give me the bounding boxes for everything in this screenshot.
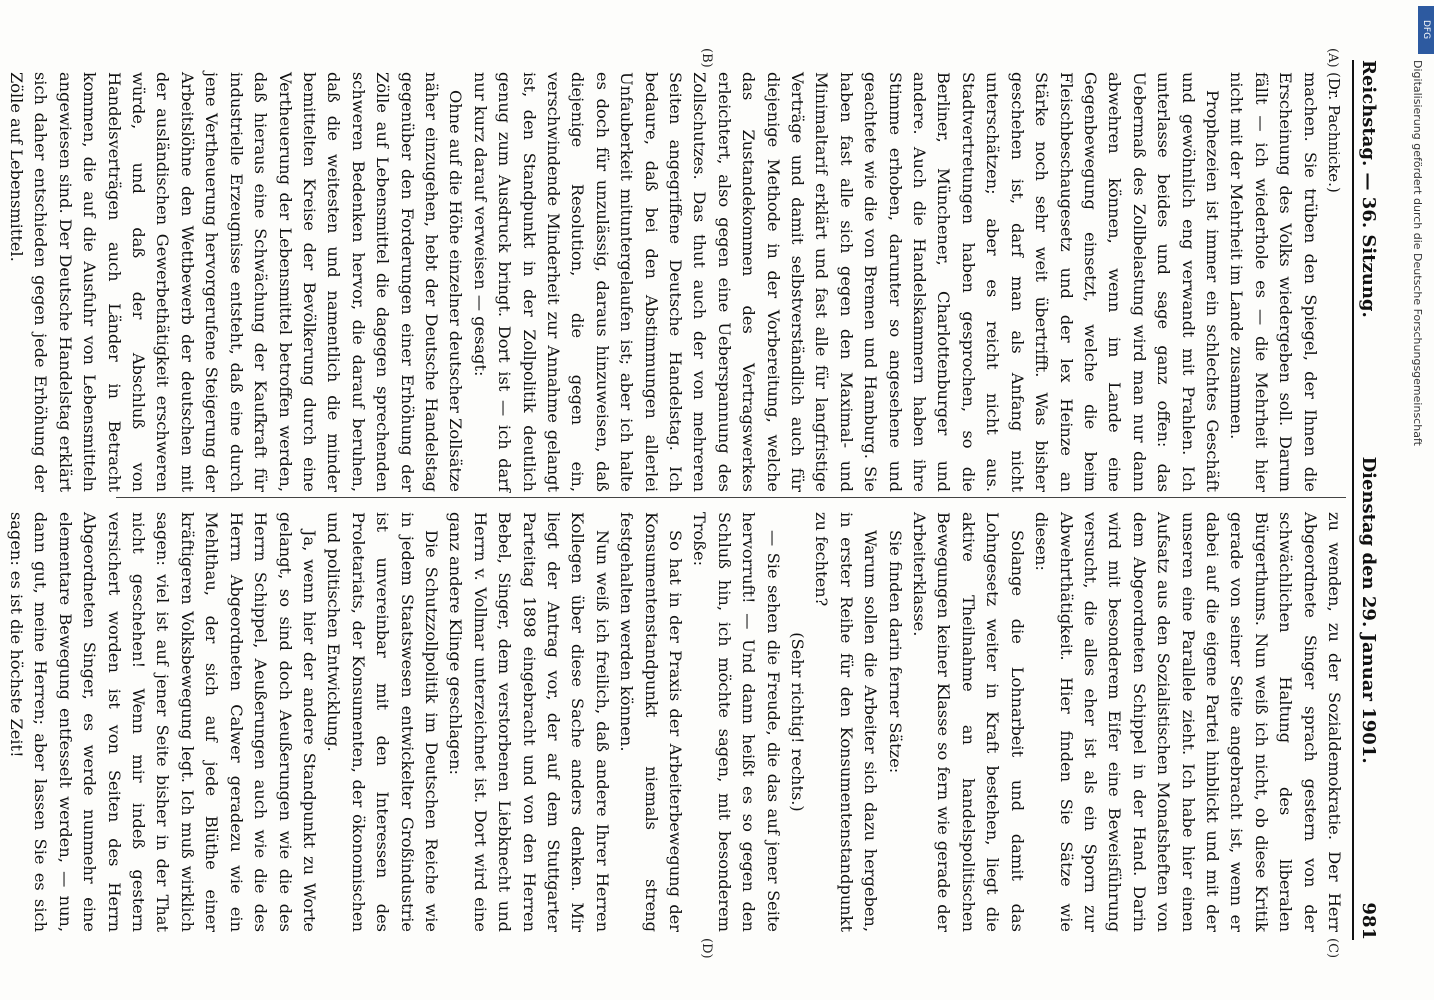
margin-mark-c: (C) <box>1325 938 1340 959</box>
interjection: (Sehr richtig! rechts.) <box>788 632 808 812</box>
column-divider <box>116 497 1346 498</box>
header-date: Dienstag den 29. Januar 1901. <box>1358 456 1379 764</box>
page-number: 981 <box>1358 902 1379 940</box>
left-column <box>7 72 1346 492</box>
margin-mark-d: (D) <box>699 938 714 959</box>
margin-mark-b: (B) <box>699 48 714 68</box>
quotation: Solange die Lohnarbeit und damit das Lohngesetz weiter in Kraft bestehen, liegt die aktive Theilnahme an handelspolitischen Bewegungen keiner Klasse so fern wie gerade der Arbeiterklasse. <box>910 512 1027 932</box>
paragraph: zu wenden, zu der Sozialdemokratie. Der Herr Abgeordnete Singer sprach gestern von der schwächlichen Haltung des liberalen Bürgerthums. Nun weiß ich nicht, ob diese Kritik gerade von seiner Seite angebracht ist, wenn er dabei auf die eigene Partei hinblickt und mit der unseren eine Parallele zieht. Ich habe hier einen Aufsatz aus den Sozialistischen Monatsheften von dem Abgeordneten Schippel in der Hand. Darin wird mit besonderem Eifer eine Beweisführung versucht, die alles eher ist als ein Sporn zur Abwehrthätigkeit. Hier finden Sie Sätze wie diesen: <box>1032 512 1344 932</box>
paragraph: Prophezeien ist immer ein schlechtes Geschäft und gewöhnlich eng verwandt mit Prahlen. Ich unterlasse beides und sage ganz offen: das Uebermaß des Zollbelastung wird man nur dann abwehren können, wenn im Lande eine Gegenbewegung einsetzt, welche die beim Fleischbeschaugesetz und der lex Heinze an Stärke noch sehr weit übertrifft. Was bisher geschehen ist, darf man als Anfang nicht unterschätzen; aber es reicht nicht aus. Stadtvertretungen haben gesprochen, so die Berliner, Münchener, Charlottenburger und andere. Auch die Handelskammern haben ihre Stimme erhoben, darunter so angesehene und geachtete wie die von Bremen und Hamburg. Sie haben fast alle sich gegen den Maximal- und Minimaltarif erklärt und fast alle für langfristige Verträge und damit selbstverständlich auch für diejenige Methode in der Vorbereitung, welche das Zustandekommen des Vertragswerkes erleichtert, also gegen eine Ueberspannung des Zollschutzes. Das thut auch der von mehreren Seiten angegriffene Deutsche Handelstag. Ich bedaure, daß bei den Abstimmungen allerlei Unfauberkeit mituntergelaufen ist; aber ich halte es doch für unzulässig, daraus hinzuweisen, daß diejenige Resolution, die gegen ein, verschwindende Minderheit zur Annahme gelangt ist, den Standpunkt in der Zollpolitik deutlich genug zum Ausdruck bringt. Dort ist — ich darf nur kurz darauf verweisen — gesagt: <box>470 72 1222 492</box>
quotation: Warum sollen die Arbeiter sich dazu hergeben, in erster Reihe für den Konsumentenstandpunkt zu fechten? <box>812 512 881 932</box>
paragraph: Nun weiß ich freilich, daß andere Ihrer Herren Kollegen über diese Sache anders denken. Mir liegt der Antrag vor, der auf dem Stuttgarter Parteitag 1898 eingebracht und von den Herren Bebel, Singer, dem verstorbenen Liebknecht und Herrn v. Vollmar unterzeichnet ist. Dort wird eine ganz andere Klinge geschlagen: <box>446 512 612 932</box>
page-header <box>1352 60 1398 940</box>
speaker-label: (Dr. Pachnicke.) <box>1325 72 1343 193</box>
digitization-credit: Digitalisierung gefördert durch die Deutsche Forschungsgemeinschaft <box>1411 60 1424 446</box>
paragraph: Ja, wenn hier der andere Standpunkt zu Worte gelangt, so sind doch Aeußerungen wie die des Herrn Schippel, Aeußerungen auch wie die des Herrn Abgeordneten Calwer geradezu wie ein Mehlthau, der sich auf jede Blüthe einer kräftigeren Volksbewegung legt. Ich muß wirklich sagen: viel ist auf jener Seite bisher in der That nicht geschehen! Wenn mir indeß gestern versichert worden ist von Seiten des Herrn Abgeordneten Singer, es werde nunmehr eine elementare Bewegung entfesselt werden, — nun, dann gut, meine Herren; aber lassen Sie es sich sagen: es ist die höchste Zeit! <box>7 512 319 932</box>
paragraph: machen. Sie trüben den Spiegel, der Ihnen die Erscheinung des Volks wiedergeben soll. Darum fällt — ich wiederhole es — die Mehrheit hier nicht mit der Mehrheit im Lande zusammen. <box>1227 72 1320 492</box>
header-left: Reichstag. — 36. Sitzung. <box>1358 60 1379 318</box>
quotation: So hat in der Praxis der Arbeiterbewegung der Konsumentenstandpunkt niemals streng festgehalten werden können. <box>617 512 686 932</box>
dfg-logo: DFG <box>1418 6 1434 54</box>
paragraph: — Sie sehen die Freude, die das auf jener Seite hervorruft! — Und dann heißt es so gegen den Schluß hin, ich möchte sagen, mit besonderem Troße: <box>690 512 783 932</box>
paragraph: Sie finden darin ferner Sätze: <box>885 530 905 774</box>
right-column <box>7 512 1346 932</box>
quotation: Die Schutzzollpolitik im Deutschen Reiche wie in jedem Staatswesen entwickelter Großindustrie ist unvereinbar mit den Interessen des Proletariats, der Konsumenten, der ökonomischen und politischen Entwicklung. <box>324 512 441 932</box>
margin-mark-a: (A) <box>1325 48 1340 68</box>
quoted-resolution: Ohne auf die Höhe einzelner deutscher Zollsätze näher einzugehen, hebt der Deutsche Handelstag gegenüber den Forderungen einer Erhöhung der Zölle auf Lebensmittel die dagegen sprechenden schweren Bedenken hervor, die darauf beruhen, daß die weitesten und namentlich die minder bemittelten Kreise der Bevölkerung durch eine Vertheuerung der Lebensmittel betroffen werden, daß hieraus eine Schwächung der Kaufkraft für industrielle Erzeugnisse entsteht, daß eine durch jene Vertheuerung hervorgerufene Steigerung der Arbeitslöhne den Wettbewerb der deutschen mit der ausländischen Gewerbethätigkeit erschweren würde, und daß der Abschluß von Handelsverträgen auch Länder in Betracht kommen, die auf die Ausfuhr von Lebensmitteln angewiesen sind. Der Deutsche Handelstag erklärt sich daher entschieden gegen jede Erhöhung der Zölle auf Lebensmittel. <box>7 72 466 492</box>
paragraph <box>0 72 4 492</box>
